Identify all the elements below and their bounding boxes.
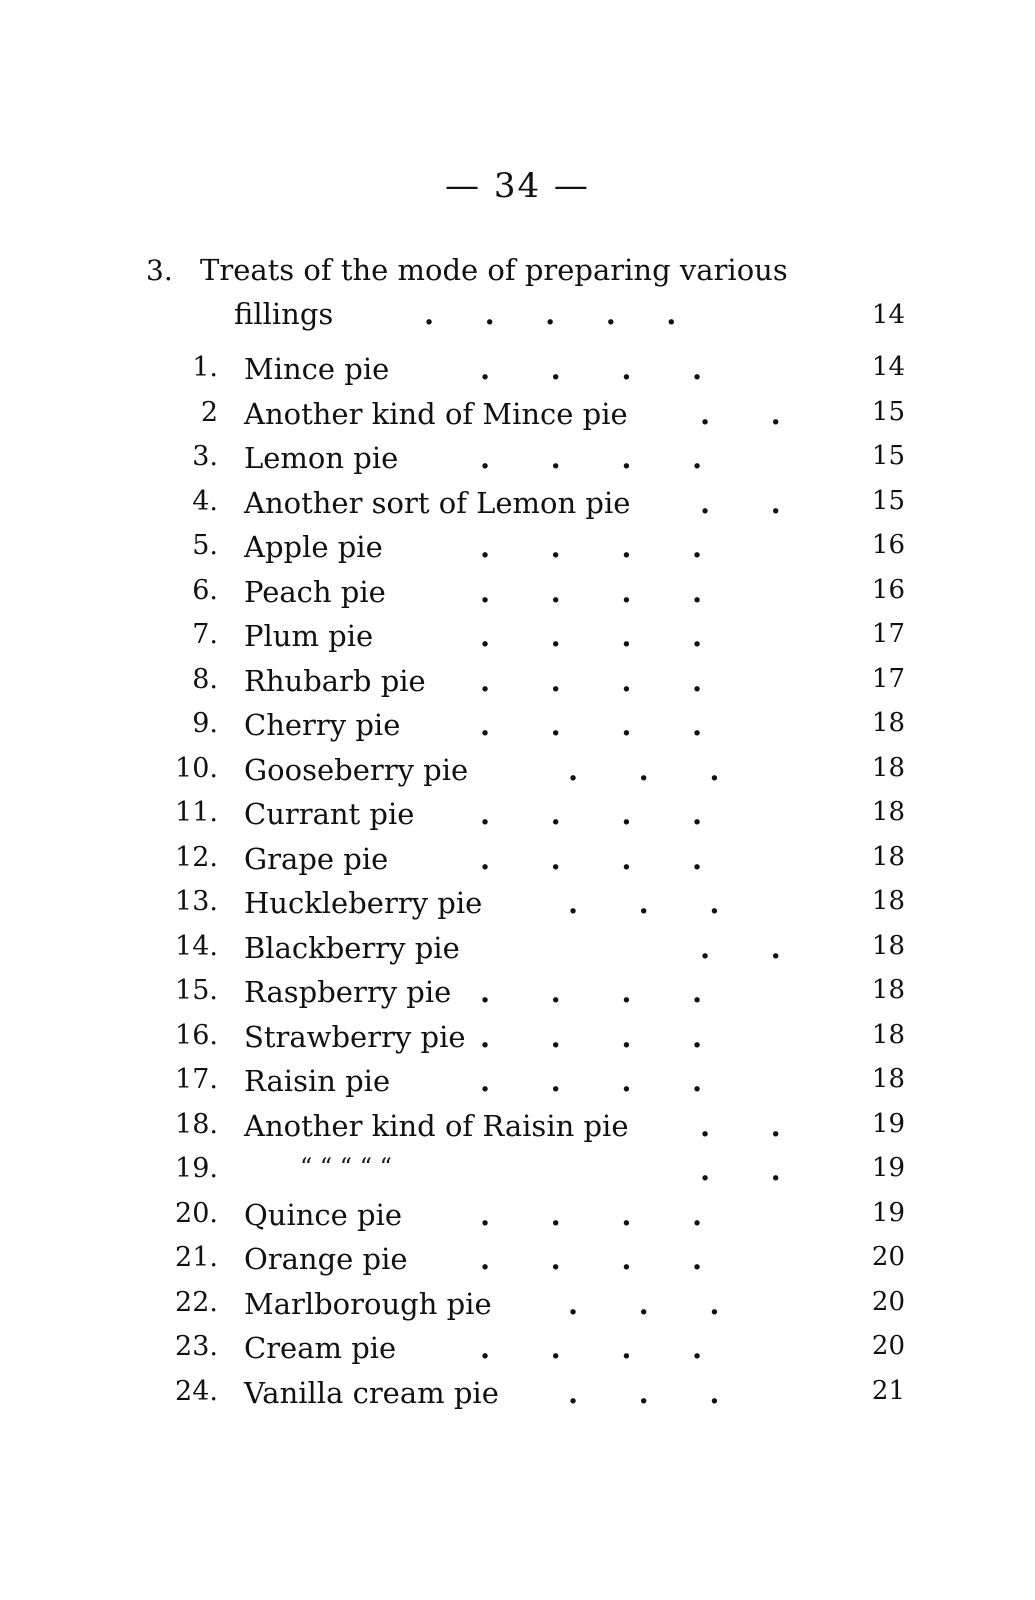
toc-row <box>0 575 1035 609</box>
toc-row <box>0 1153 1035 1187</box>
toc-row-page: 19 <box>871 1153 905 1183</box>
toc-row-title: Quince pie <box>244 1197 403 1232</box>
toc-row-number: 20. <box>175 1197 218 1229</box>
toc-row-page: 18 <box>871 1064 905 1094</box>
toc-row-page: 20 <box>871 1286 905 1317</box>
toc-row-title: Blackberry pie <box>244 930 460 965</box>
toc-row-number: 10. <box>175 752 218 784</box>
toc-row-title: Another kind of Mince pie <box>244 396 628 431</box>
toc-row <box>0 842 1035 876</box>
toc-row-title: Raspberry pie <box>244 975 452 1009</box>
toc-row-leader: . . <box>700 396 781 431</box>
toc-row-number: 7. <box>192 619 218 650</box>
toc-row-title: Lemon pie <box>244 441 399 475</box>
section-number: 3. <box>146 254 173 287</box>
toc-row-title: Another sort of Lemon pie <box>244 485 631 520</box>
toc-row-title: Marlborough pie <box>244 1286 492 1321</box>
toc-row-page: 17 <box>871 619 905 649</box>
toc-row-number: 17. <box>175 1064 218 1095</box>
toc-row-number: 15. <box>175 975 218 1006</box>
toc-row-title: Strawberry pie <box>244 1019 466 1054</box>
toc-row-number: 21. <box>175 1242 218 1273</box>
toc-row-title: Raisin pie <box>244 1064 391 1098</box>
toc-row-page: 21 <box>871 1375 905 1406</box>
toc-row-number: 2 <box>200 396 218 428</box>
toc-row-number: 12. <box>175 841 218 873</box>
toc-row <box>0 1064 1035 1098</box>
toc-row-number: 9. <box>192 708 218 739</box>
toc-row <box>0 619 1035 653</box>
toc-row-leader: . . <box>700 1153 781 1187</box>
toc-row-title: Cream pie <box>244 1331 397 1365</box>
toc-row-title: Mince pie <box>244 352 390 386</box>
section-title-line1: Treats of the mode of preparing various <box>200 253 788 287</box>
toc-row-number: 24. <box>175 1375 218 1407</box>
toc-row <box>0 797 1035 831</box>
toc-row-title: Vanilla cream pie <box>244 1375 499 1410</box>
toc-row <box>0 1109 1035 1143</box>
toc-row-title: Currant pie <box>244 797 415 831</box>
section-title-line2: fillings <box>234 297 334 331</box>
toc-row-page: 18 <box>871 841 905 872</box>
toc-row <box>0 753 1035 787</box>
toc-row-page: 19 <box>871 1108 905 1139</box>
toc-row-title: Cherry pie <box>244 708 401 742</box>
toc-row-page: 20 <box>871 1242 905 1272</box>
toc-row-page: 14 <box>871 352 905 382</box>
toc-row-page: 15 <box>871 485 905 516</box>
toc-row-number: 8. <box>192 663 218 695</box>
toc-row-leader: . . . . <box>480 352 703 386</box>
toc-row <box>0 397 1035 431</box>
toc-row-number: 5. <box>192 530 218 561</box>
toc-row-number: 16. <box>175 1019 218 1051</box>
toc-row-page: 18 <box>871 708 905 738</box>
toc-row-leader: . . <box>700 930 781 965</box>
toc-row-leader: . . . . <box>480 841 703 876</box>
toc-row-number: 1. <box>192 352 218 383</box>
toc-row-number: 3. <box>192 441 218 472</box>
toc-row <box>0 1376 1035 1410</box>
toc-row-leader: . . . . <box>480 530 703 564</box>
toc-row-page: 16 <box>871 574 905 605</box>
toc-row-leader: . . . . <box>480 1331 703 1365</box>
toc-row-leader: . . <box>700 1108 781 1143</box>
toc-row-page: 15 <box>871 396 905 427</box>
toc-row <box>0 1242 1035 1276</box>
toc-row <box>0 886 1035 920</box>
toc-row <box>0 530 1035 564</box>
toc-row <box>0 931 1035 965</box>
toc-row-leader: . . . . <box>480 1064 703 1098</box>
toc-row-title: Rhubarb pie <box>244 663 426 698</box>
toc-row <box>0 441 1035 475</box>
toc-row-number: 23. <box>175 1331 218 1362</box>
toc-row-leader: . . . . <box>480 441 703 475</box>
toc-row <box>0 708 1035 742</box>
toc-row <box>0 1331 1035 1365</box>
toc-row-title: Huckleberry pie <box>244 886 483 920</box>
toc-row <box>0 1198 1035 1232</box>
toc-row <box>0 1020 1035 1054</box>
toc-row-page: 18 <box>871 886 905 916</box>
toc-row-leader: . . . . <box>480 1019 703 1054</box>
toc-row-page: 18 <box>871 975 905 1005</box>
toc-row-title: Apple pie <box>244 530 383 564</box>
toc-row-number: 14. <box>175 930 218 962</box>
toc-row-page: 17 <box>871 663 905 694</box>
toc-row-number: 4. <box>192 485 218 517</box>
toc-row-title: “ “ “ “ “ <box>300 1153 392 1181</box>
toc-row <box>0 352 1035 386</box>
toc-row-page: 18 <box>871 930 905 961</box>
toc-row-leader: . . . . <box>480 663 703 698</box>
toc-row-leader: . . . <box>568 886 720 920</box>
toc-row-leader: . . . . <box>480 975 703 1009</box>
section-leader: . . . . . <box>424 297 677 331</box>
toc-row-leader: . . . <box>568 1375 720 1410</box>
toc-row-leader: . . . . <box>480 708 703 742</box>
toc-row-leader: . . . . <box>480 797 703 831</box>
toc-row <box>0 975 1035 1009</box>
toc-row-number: 13. <box>175 886 218 917</box>
toc-row-title: Plum pie <box>244 619 374 653</box>
toc-row-page: 18 <box>871 1019 905 1050</box>
toc-row-leader: . . <box>700 485 781 520</box>
toc-row-leader: . . . <box>568 752 720 787</box>
toc-row-title: Gooseberry pie <box>244 752 469 787</box>
section-page: 14 <box>871 300 905 330</box>
toc-row-title: Orange pie <box>244 1242 408 1276</box>
toc-row-page: 20 <box>871 1331 905 1361</box>
toc-row <box>0 664 1035 698</box>
toc-row-leader: . . . . <box>480 574 703 609</box>
toc-row-page: 19 <box>871 1197 905 1228</box>
page-number: — 34 — <box>445 166 590 206</box>
toc-row-leader: . . . <box>568 1286 720 1321</box>
toc-row-leader: . . . . <box>480 619 703 653</box>
toc-row-number: 11. <box>175 797 218 828</box>
toc-row-number: 19. <box>175 1153 218 1184</box>
toc-row-number: 18. <box>175 1108 218 1140</box>
toc-row-number: 22. <box>175 1286 218 1318</box>
toc-row <box>0 486 1035 520</box>
toc-row-page: 18 <box>871 752 905 783</box>
toc-row-page: 18 <box>871 797 905 827</box>
toc-row-title: Grape pie <box>244 841 389 876</box>
toc-row-page: 15 <box>871 441 905 471</box>
toc-row-page: 16 <box>871 530 905 560</box>
toc-row-title: Another kind of Raisin pie <box>244 1108 629 1143</box>
toc-row <box>0 1287 1035 1321</box>
toc-row-leader: . . . . <box>480 1242 703 1276</box>
toc-row-number: 6. <box>192 574 218 606</box>
toc-row-title: Peach pie <box>244 574 386 609</box>
toc-row-leader: . . . . <box>480 1197 703 1232</box>
